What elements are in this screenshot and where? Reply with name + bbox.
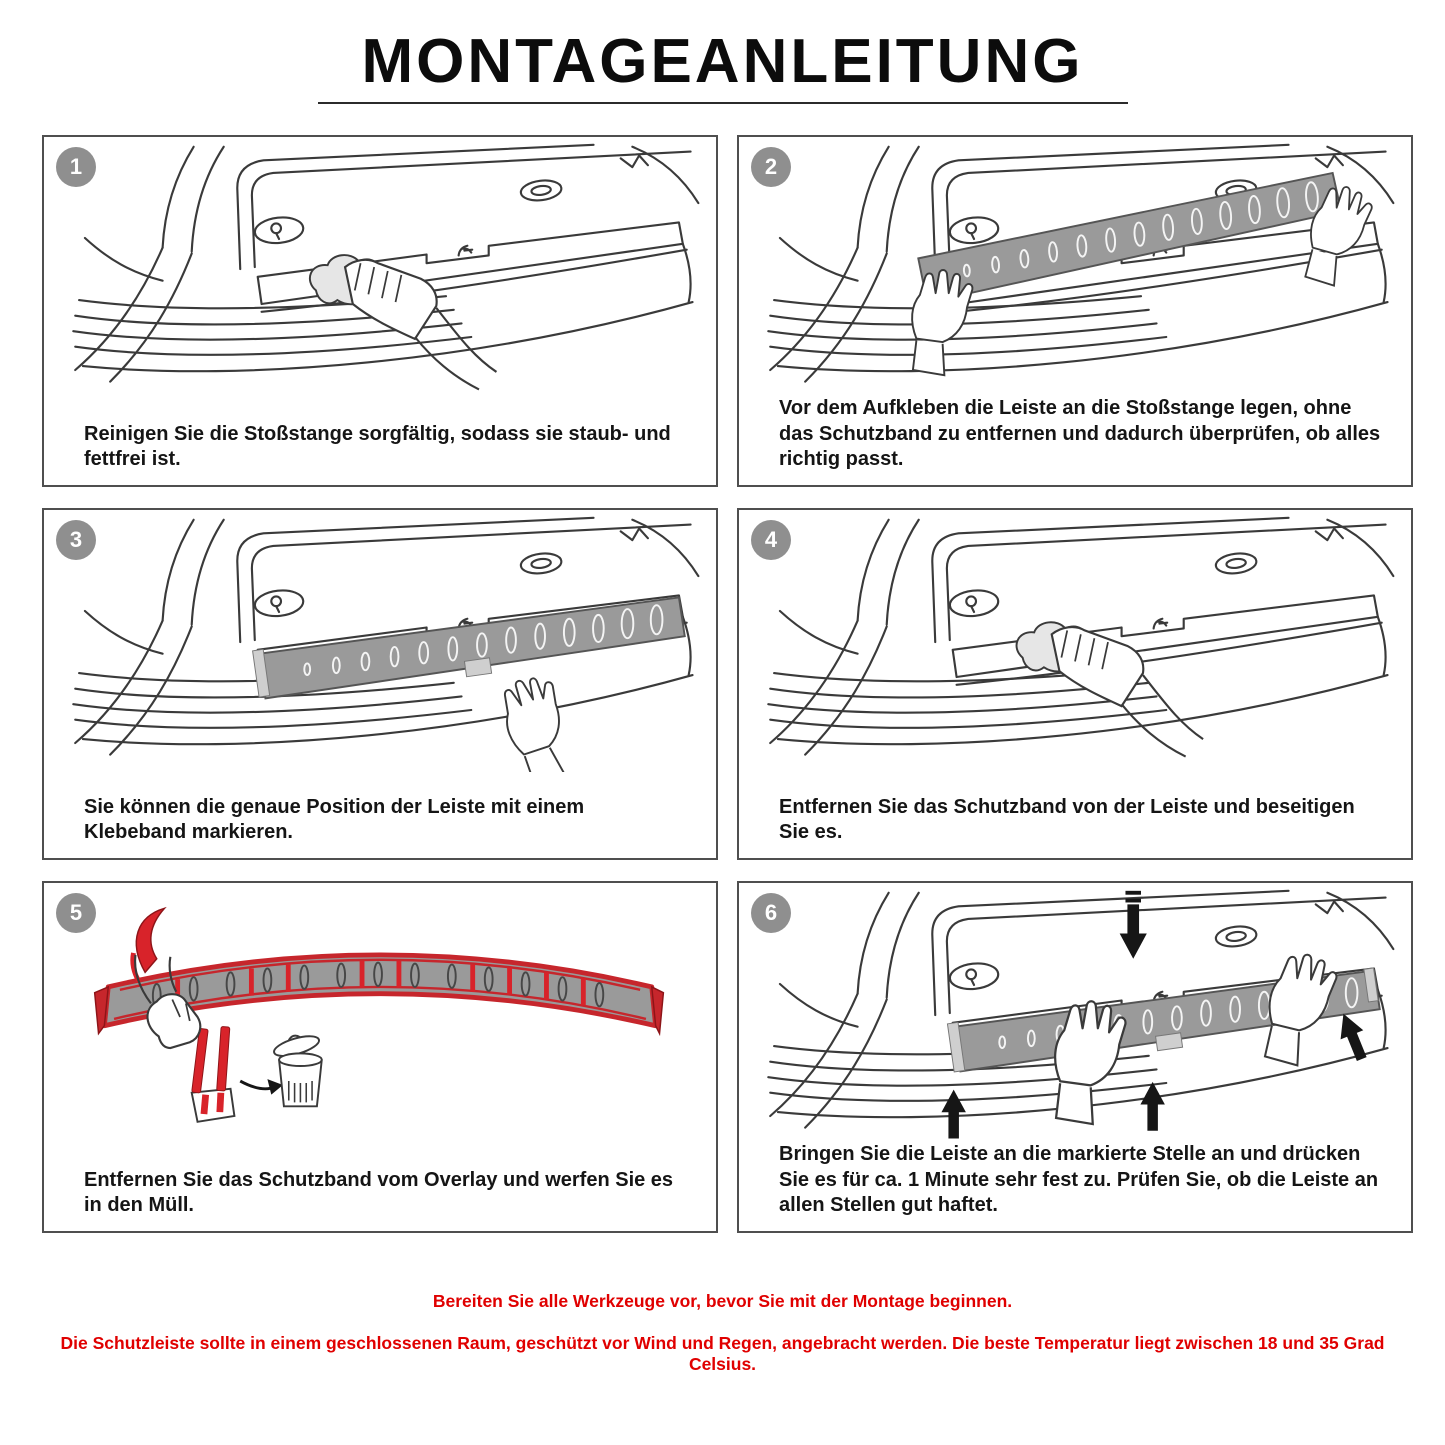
step-number-badge: 4: [751, 520, 791, 560]
illustration-remove-tape: [745, 516, 1405, 772]
page-title: MONTAGEANLEITUNG: [361, 27, 1084, 96]
hand-icon: [490, 668, 590, 772]
step-caption: Vor dem Aufkleben die Leiste an die Stoßstange legen, ohne das Schutzband zu entfernen und dadurch überprüfen, ob alles richtig passt.: [779, 397, 1381, 471]
step-panel-6: [737, 881, 1413, 1233]
step-caption: Entfernen Sie das Schutzband vom Overlay und werfen Sie es in den Müll.: [84, 1168, 674, 1217]
steps-grid: [42, 135, 1445, 1233]
step-panel-5: [42, 881, 718, 1233]
footer-warning-line2: Die Schutzleiste sollte in einem geschlossenen Raum, geschützt vor Wind und Regen, angebracht werden. Die beste Temperatur liegt zwischen 18 und 35 Grad Celsius.: [60, 1333, 1385, 1374]
step-number-badge: 3: [56, 520, 96, 560]
step-number-badge: 6: [751, 893, 791, 933]
step-number-badge: 5: [56, 893, 96, 933]
protection-strip-icon: [260, 597, 685, 698]
arrow-down-icon: [1120, 904, 1147, 958]
step-panel-1: [42, 135, 718, 487]
trash-can-icon: [272, 1032, 322, 1106]
illustration-position-strip: [745, 143, 1405, 399]
car-rear-icon: [73, 145, 698, 382]
illustration-press-strip: [745, 889, 1405, 1145]
step-caption: Entfernen Sie das Schutzband von der Leiste und beseitigen Sie es.: [779, 795, 1355, 844]
step-panel-2: [737, 135, 1413, 487]
title-underline: [318, 102, 1128, 104]
step-panel-3: [42, 508, 718, 860]
step-number-badge: 1: [56, 147, 96, 187]
arrow-up-icon: [1332, 1009, 1373, 1064]
illustration-mark-position: [50, 516, 710, 772]
protection-strip-icon: [914, 173, 1345, 303]
step-caption: Bringen Sie die Leiste an die markierte Stelle an und drücken Sie es für ca. 1 Minute sehr fest zu. Prüfen Sie, ob die Leiste an allen Stellen gut haftet.: [779, 1143, 1379, 1217]
tape-marker: [1156, 1033, 1183, 1051]
footer-warnings: [0, 1291, 1445, 1375]
arrow-up-icon: [941, 1090, 965, 1139]
tape-marker: [464, 658, 491, 677]
step-caption: Reinigen Sie die Stoßstange sorgfältig, sodass sie staub- und fettfrei ist.: [84, 422, 671, 471]
press-direction-arrows: [1125, 891, 1141, 903]
illustration-clean-bumper: [50, 143, 710, 399]
illustration-peel-liner: [50, 889, 710, 1145]
step-number-badge: 2: [751, 147, 791, 187]
step-caption: Sie können die genaue Position der Leiste mit einem Klebeband markieren.: [84, 795, 585, 844]
arrow-up-icon: [1140, 1082, 1164, 1131]
footer-warning-line1: Bereiten Sie alle Werkzeuge vor, bevor Sie mit der Montage beginnen.: [432, 1291, 1013, 1311]
step-panel-4: [737, 508, 1413, 860]
